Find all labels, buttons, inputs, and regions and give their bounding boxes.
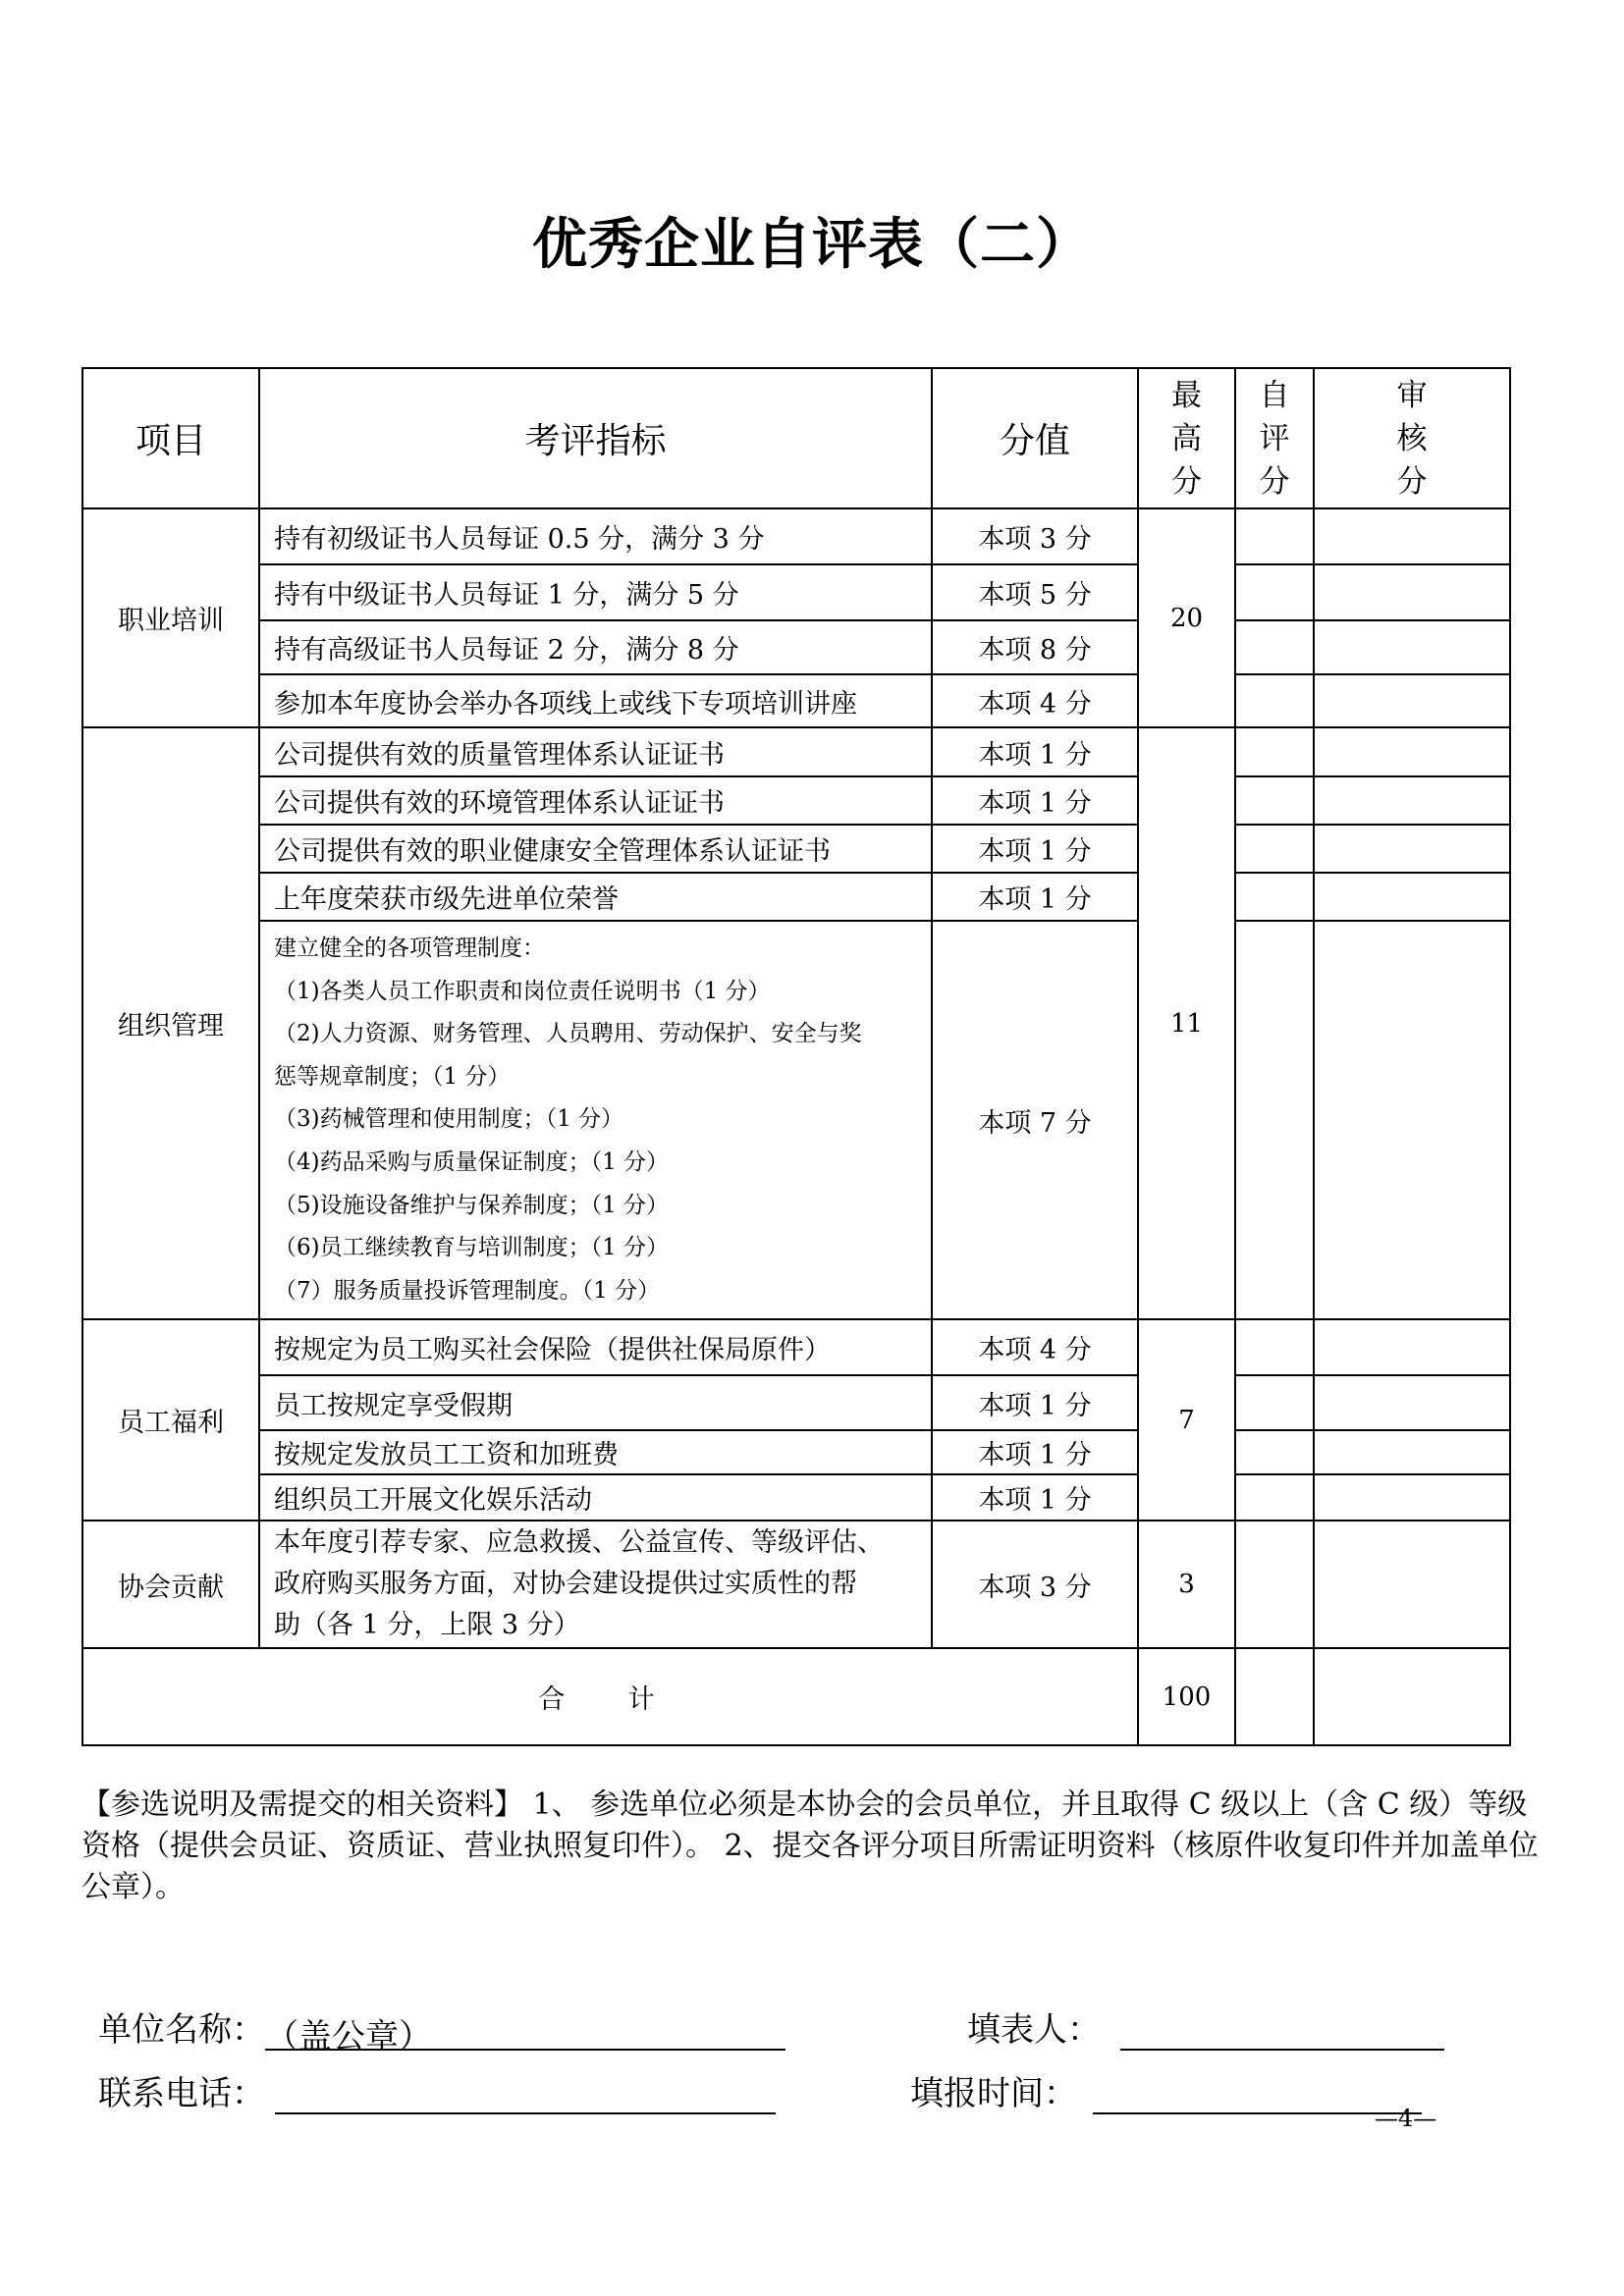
- unit-name-line: [98, 2002, 785, 2056]
- phone-field[interactable]: [275, 2073, 776, 2114]
- total-self-score-cell[interactable]: [1235, 1648, 1314, 1745]
- table-row: [82, 508, 1510, 564]
- self-score-cell[interactable]: [1235, 727, 1314, 776]
- page-title: 优秀企业自评表（二）: [532, 212, 1092, 277]
- system-line: （1)各类人员工作职责和岗位责任说明书（1 分）: [274, 978, 771, 1004]
- table-row: [82, 1375, 1510, 1430]
- audit-score-cell[interactable]: [1314, 508, 1510, 564]
- filler-label: 填表人：: [967, 2010, 1101, 2050]
- table-row: [82, 564, 1510, 620]
- max-score-cell: 7: [1138, 1319, 1235, 1521]
- indicator-cell: 组织员工开展文化娱乐活动: [259, 1474, 932, 1521]
- audit-score-cell[interactable]: [1314, 1375, 1510, 1430]
- self-score-cell[interactable]: [1235, 1521, 1314, 1648]
- header-indicator: 考评指标: [259, 368, 932, 508]
- self-score-cell[interactable]: [1235, 620, 1314, 674]
- audit-score-cell[interactable]: [1314, 873, 1510, 921]
- self-score-cell[interactable]: [1235, 776, 1314, 825]
- submission-notes: 【参选说明及需提交的相关资料】 1、 参选单位必须是本协会的会员单位，并且取得 C 级以上（含 C 级）等级资格（提供会员证、资质证、营业执照复印件）。 2、提交各评分项目所需证明资料（核原件收复印件并加盖单位公章）。: [81, 1788, 1539, 1904]
- total-audit-score-cell[interactable]: [1314, 1648, 1510, 1745]
- self-score-cell[interactable]: [1235, 1430, 1314, 1474]
- indicator-cell: 持有中级证书人员每证 1 分，满分 5 分: [259, 564, 932, 620]
- category-cell: 组织管理: [82, 727, 259, 1319]
- table-row: [82, 921, 1510, 1319]
- self-score-cell[interactable]: [1235, 674, 1314, 727]
- self-score-cell[interactable]: [1235, 508, 1314, 564]
- table-row: [82, 674, 1510, 727]
- table-row: [82, 1521, 1510, 1648]
- value-cell: 本项 1 分: [932, 1474, 1138, 1521]
- table-header-row: [82, 368, 1510, 508]
- self-score-cell[interactable]: [1235, 825, 1314, 873]
- max-score-cell: 20: [1138, 508, 1235, 727]
- phone-line: [98, 2066, 776, 2114]
- system-line: （7）服务质量投诉管理制度。（1 分）: [274, 1277, 661, 1304]
- self-score-cell[interactable]: [1235, 1474, 1314, 1521]
- indicator-cell: 按规定为员工购买社会保险（提供社保局原件）: [259, 1319, 932, 1375]
- header-audit-score: 审 核 分: [1314, 368, 1510, 508]
- indicator-cell: 本年度引荐专家、应急救援、公益宣传、等级评估、 政府购买服务方面，对协会建设提供过实质性的帮 助（各 1 分，上限 3 分）: [259, 1521, 932, 1648]
- audit-score-cell[interactable]: [1314, 1521, 1510, 1648]
- category-cell: 协会贡献: [82, 1521, 259, 1648]
- system-line: （4)药品采购与质量保证制度；（1 分）: [274, 1148, 670, 1175]
- category-cell: 职业培训: [82, 508, 259, 727]
- value-cell: 本项 1 分: [932, 873, 1138, 921]
- system-line: （2)人力资源、财务管理、人员聘用、劳动保护、安全与奖: [274, 1021, 862, 1047]
- table-row: [82, 825, 1510, 873]
- self-score-cell[interactable]: [1235, 1319, 1314, 1375]
- value-cell: 本项 3 分: [932, 1521, 1138, 1648]
- header-max-score: 最 高 分: [1138, 368, 1235, 508]
- total-label: 合 计: [82, 1648, 1138, 1745]
- indicator-cell: 参加本年度协会举办各项线上或线下专项培训讲座: [259, 674, 932, 727]
- system-line: （6)员工继续教育与培训制度；（1 分）: [274, 1235, 670, 1261]
- table-row: [82, 727, 1510, 776]
- value-cell: 本项 4 分: [932, 674, 1138, 727]
- max-score-cell: 3: [1138, 1521, 1235, 1648]
- value-cell: 本项 7 分: [932, 921, 1138, 1319]
- indicator-cell: 按规定发放员工工资和加班费: [259, 1430, 932, 1474]
- system-line: 惩等规章制度；（1 分）: [274, 1063, 511, 1090]
- value-cell: 本项 1 分: [932, 1375, 1138, 1430]
- filler-field[interactable]: [1120, 2009, 1444, 2051]
- audit-score-cell[interactable]: [1314, 1474, 1510, 1521]
- audit-score-cell[interactable]: [1314, 825, 1510, 873]
- header-self-score: 自 评 分: [1235, 368, 1314, 508]
- date-label: 填报时间：: [910, 2074, 1077, 2113]
- self-score-cell[interactable]: [1235, 921, 1314, 1319]
- audit-score-cell[interactable]: [1314, 1430, 1510, 1474]
- unit-name-value: （盖公章）: [265, 2017, 432, 2056]
- value-cell: 本项 1 分: [932, 776, 1138, 825]
- audit-score-cell[interactable]: [1314, 620, 1510, 674]
- page-number: —4—: [1375, 2105, 1437, 2132]
- indicator-cell: 持有高级证书人员每证 2 分，满分 8 分: [259, 620, 932, 674]
- system-line: 建立健全的各项管理制度：: [274, 935, 545, 961]
- table-row: [82, 620, 1510, 674]
- unit-name-field[interactable]: [265, 2009, 785, 2056]
- max-score-cell: 11: [1138, 727, 1235, 1319]
- indicator-cell: 公司提供有效的职业健康安全管理体系认证证书: [259, 825, 932, 873]
- table-row: [82, 1319, 1510, 1375]
- table-row: [82, 1474, 1510, 1521]
- value-cell: 本项 5 分: [932, 564, 1138, 620]
- date-field[interactable]: [1093, 2073, 1422, 2114]
- management-system-cell: [259, 921, 932, 1319]
- filler-line: [967, 2002, 1444, 2051]
- indicator-cell: 上年度荣获市级先进单位荣誉: [259, 873, 932, 921]
- self-score-cell[interactable]: [1235, 564, 1314, 620]
- table-row: [82, 873, 1510, 921]
- category-cell: 员工福利: [82, 1319, 259, 1521]
- value-cell: 本项 8 分: [932, 620, 1138, 674]
- header-value: 分值: [932, 368, 1138, 508]
- value-cell: 本项 1 分: [932, 727, 1138, 776]
- audit-score-cell[interactable]: [1314, 727, 1510, 776]
- self-score-cell[interactable]: [1235, 873, 1314, 921]
- indicator-cell: 员工按规定享受假期: [259, 1375, 932, 1430]
- date-line: [910, 2066, 1422, 2114]
- total-value: 100: [1138, 1648, 1235, 1745]
- value-cell: 本项 1 分: [932, 1430, 1138, 1474]
- indicator-cell: 公司提供有效的环境管理体系认证证书: [259, 776, 932, 825]
- table-row: [82, 776, 1510, 825]
- header-item: 项目: [82, 368, 259, 508]
- audit-score-cell[interactable]: [1314, 921, 1510, 1319]
- evaluation-table: [81, 367, 1511, 1746]
- system-line: （3)药械管理和使用制度；（1 分）: [274, 1106, 624, 1133]
- total-row: [82, 1648, 1510, 1745]
- phone-label: 联系电话：: [98, 2074, 265, 2113]
- value-cell: 本项 4 分: [932, 1319, 1138, 1375]
- indicator-cell: 持有初级证书人员每证 0.5 分，满分 3 分: [259, 508, 932, 564]
- value-cell: 本项 1 分: [932, 825, 1138, 873]
- unit-name-label: 单位名称：: [98, 2010, 265, 2050]
- system-line: （5)设施设备维护与保养制度；（1 分）: [274, 1192, 670, 1218]
- self-score-cell[interactable]: [1235, 1375, 1314, 1430]
- table-row: [82, 1430, 1510, 1474]
- value-cell: 本项 3 分: [932, 508, 1138, 564]
- audit-score-cell[interactable]: [1314, 1319, 1510, 1375]
- audit-score-cell[interactable]: [1314, 674, 1510, 727]
- audit-score-cell[interactable]: [1314, 564, 1510, 620]
- audit-score-cell[interactable]: [1314, 776, 1510, 825]
- indicator-cell: 公司提供有效的质量管理体系认证证书: [259, 727, 932, 776]
